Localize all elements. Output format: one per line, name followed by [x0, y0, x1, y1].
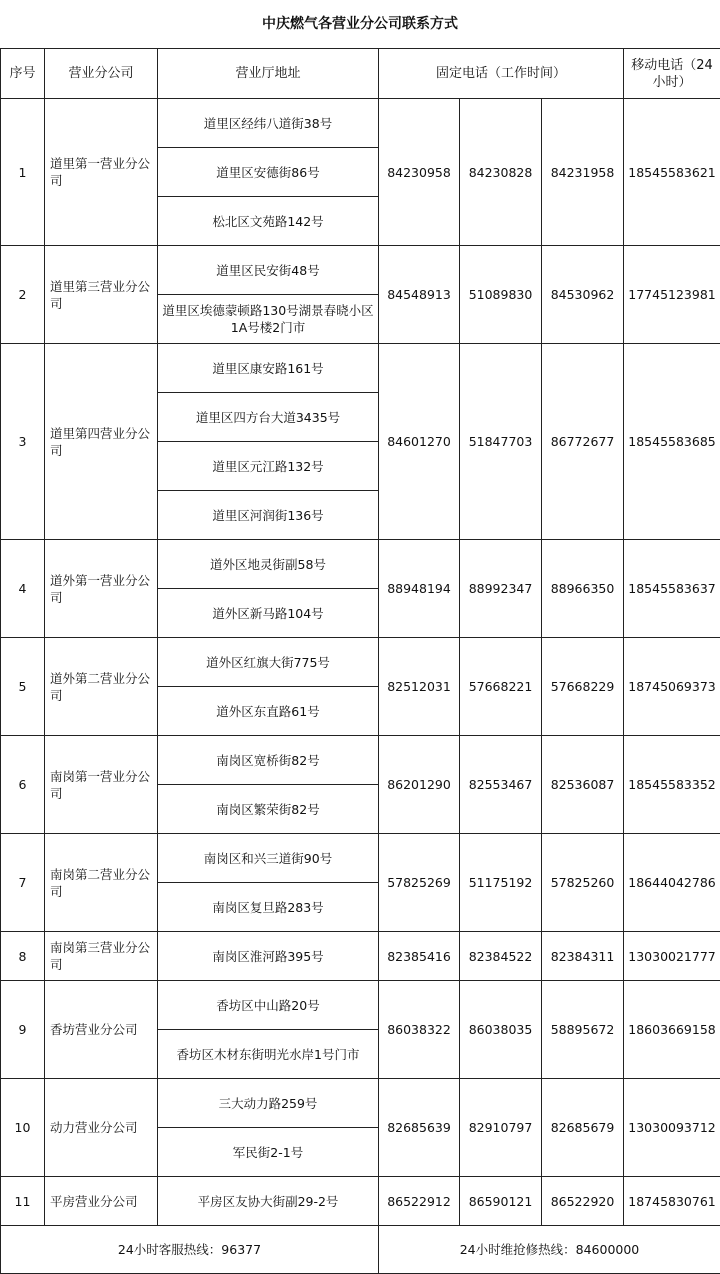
service-hotline: 24小时客服热线：96377 [1, 1226, 379, 1274]
company-cell: 道里第三营业分公司 [45, 246, 158, 344]
mobile-cell: 13030021777 [624, 932, 720, 981]
table-row [1, 638, 720, 687]
page-title: 中庆燃气各营业分公司联系方式 [262, 16, 458, 32]
mobile-cell: 18603669158 [624, 981, 720, 1079]
landline-cell: 82384522 [460, 932, 542, 981]
landline-cell: 82512031 [379, 638, 460, 736]
company-cell: 南岗第一营业分公司 [45, 736, 158, 834]
mobile-cell: 18745830761 [624, 1177, 720, 1226]
header-address: 营业厅地址 [158, 49, 379, 99]
header-mobile: 移动电话（24小时） [624, 49, 720, 99]
seq-cell: 1 [1, 99, 45, 246]
landline-cell: 86590121 [460, 1177, 542, 1226]
mobile-cell: 18545583685 [624, 344, 720, 540]
landline-cell: 82536087 [542, 736, 624, 834]
mobile-cell: 18545583352 [624, 736, 720, 834]
landline-cell: 88992347 [460, 540, 542, 638]
company-cell: 道外第二营业分公司 [45, 638, 158, 736]
landline-cell: 84231958 [542, 99, 624, 246]
address-cell: 道里区河润街136号 [158, 491, 379, 540]
address-cell: 道里区民安街48号 [158, 246, 379, 295]
company-cell: 动力营业分公司 [45, 1079, 158, 1177]
address-cell: 松北区文苑路142号 [158, 197, 379, 246]
table-row [1, 736, 720, 785]
address-cell: 道外区红旗大街775号 [158, 638, 379, 687]
landline-cell: 58895672 [542, 981, 624, 1079]
seq-cell: 7 [1, 834, 45, 932]
mobile-cell: 18644042786 [624, 834, 720, 932]
landline-cell: 82685639 [379, 1079, 460, 1177]
landline-cell: 84530962 [542, 246, 624, 344]
address-cell: 军民街2-1号 [158, 1128, 379, 1177]
mobile-cell: 18545583621 [624, 99, 720, 246]
address-cell: 三大动力路259号 [158, 1079, 379, 1128]
landline-cell: 82385416 [379, 932, 460, 981]
header-row [1, 49, 720, 99]
address-cell: 道外区东直路61号 [158, 687, 379, 736]
landline-cell: 88948194 [379, 540, 460, 638]
landline-cell: 86201290 [379, 736, 460, 834]
seq-cell: 3 [1, 344, 45, 540]
address-cell: 道里区安德街86号 [158, 148, 379, 197]
landline-cell: 88966350 [542, 540, 624, 638]
repair-hotline: 24小时维抢修热线：84600000 [379, 1226, 720, 1274]
mobile-cell: 18545583637 [624, 540, 720, 638]
company-cell: 香坊营业分公司 [45, 981, 158, 1079]
landline-cell: 82553467 [460, 736, 542, 834]
landline-cell: 86772677 [542, 344, 624, 540]
mobile-cell: 13030093712 [624, 1079, 720, 1177]
company-cell: 道里第四营业分公司 [45, 344, 158, 540]
footer-row [1, 1226, 720, 1274]
table-row [1, 834, 720, 883]
contact-table [0, 48, 720, 1274]
address-cell: 香坊区中山路20号 [158, 981, 379, 1030]
header-seq: 序号 [1, 49, 45, 99]
landline-cell: 82910797 [460, 1079, 542, 1177]
table-row [1, 1079, 720, 1128]
seq-cell: 8 [1, 932, 45, 981]
seq-cell: 6 [1, 736, 45, 834]
company-cell: 道里第一营业分公司 [45, 99, 158, 246]
address-cell: 南岗区繁荣街82号 [158, 785, 379, 834]
address-cell: 道里区康安路161号 [158, 344, 379, 393]
address-cell: 道里区四方台大道3435号 [158, 393, 379, 442]
landline-cell: 51847703 [460, 344, 542, 540]
landline-cell: 86522920 [542, 1177, 624, 1226]
landline-cell: 51089830 [460, 246, 542, 344]
table-body [1, 99, 720, 1226]
address-cell: 香坊区木材东街明光水岸1号门市 [158, 1030, 379, 1079]
seq-cell: 9 [1, 981, 45, 1079]
table-row [1, 344, 720, 393]
address-cell: 南岗区复旦路283号 [158, 883, 379, 932]
landline-cell: 57668229 [542, 638, 624, 736]
landline-cell: 57825260 [542, 834, 624, 932]
seq-cell: 5 [1, 638, 45, 736]
address-cell: 南岗区淮河路395号 [158, 932, 379, 981]
landline-cell: 84230828 [460, 99, 542, 246]
landline-cell: 84601270 [379, 344, 460, 540]
header-company: 营业分公司 [45, 49, 158, 99]
landline-cell: 86522912 [379, 1177, 460, 1226]
landline-cell: 82685679 [542, 1079, 624, 1177]
address-cell: 南岗区和兴三道街90号 [158, 834, 379, 883]
address-cell: 道里区经纬八道街38号 [158, 99, 379, 148]
landline-cell: 84548913 [379, 246, 460, 344]
mobile-cell: 18745069373 [624, 638, 720, 736]
table-row [1, 540, 720, 589]
mobile-cell: 17745123981 [624, 246, 720, 344]
landline-cell: 86038322 [379, 981, 460, 1079]
seq-cell: 4 [1, 540, 45, 638]
table-row [1, 932, 720, 981]
address-cell: 平房区友协大街副29-2号 [158, 1177, 379, 1226]
seq-cell: 10 [1, 1079, 45, 1177]
table-row [1, 981, 720, 1030]
table-row [1, 1177, 720, 1226]
landline-cell: 86038035 [460, 981, 542, 1079]
table-row [1, 99, 720, 148]
address-cell: 南岗区宽桥街82号 [158, 736, 379, 785]
address-cell: 道外区新马路104号 [158, 589, 379, 638]
seq-cell: 11 [1, 1177, 45, 1226]
landline-cell: 57668221 [460, 638, 542, 736]
address-cell: 道里区元江路132号 [158, 442, 379, 491]
company-cell: 南岗第二营业分公司 [45, 834, 158, 932]
seq-cell: 2 [1, 246, 45, 344]
table-row [1, 246, 720, 295]
landline-cell: 51175192 [460, 834, 542, 932]
company-cell: 南岗第三营业分公司 [45, 932, 158, 981]
address-cell: 道外区地灵街副58号 [158, 540, 379, 589]
landline-cell: 84230958 [379, 99, 460, 246]
company-cell: 道外第一营业分公司 [45, 540, 158, 638]
landline-cell: 82384311 [542, 932, 624, 981]
landline-cell: 57825269 [379, 834, 460, 932]
company-cell: 平房营业分公司 [45, 1177, 158, 1226]
address-cell: 道里区埃德蒙顿路130号湖景春晓小区1A号楼2门市 [158, 295, 379, 344]
header-landline: 固定电话（工作时间） [379, 49, 624, 99]
